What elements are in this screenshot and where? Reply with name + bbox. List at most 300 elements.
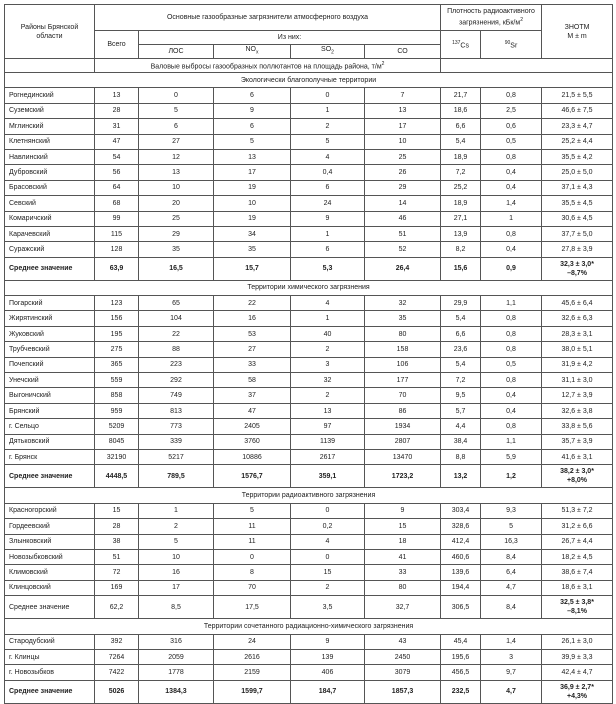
cell-co: 15 — [365, 519, 441, 534]
cell-so2: 0 — [291, 549, 365, 564]
cell-cs: 456,5 — [441, 665, 481, 680]
table-row — [5, 88, 613, 103]
cell-los: 6 — [139, 119, 214, 134]
cell-region: Гордеевский — [5, 519, 95, 534]
cell-los: 17 — [139, 580, 214, 595]
header-density: Плотность радиоактивного загрязнения, кБк/$м^2$ — [441, 5, 542, 31]
cell-nox: 37 — [214, 388, 291, 403]
cell-co: 106 — [365, 357, 441, 372]
cell-sr: 0,8 — [481, 311, 542, 326]
cell-total: 28 — [95, 103, 139, 118]
cell-znotm: 21,5 ± 5,5 — [542, 88, 613, 103]
table-row — [5, 165, 613, 180]
cell-znotm: 18,6 ± 3,1 — [542, 580, 613, 595]
table-row — [5, 180, 613, 195]
cell-cs: 4,4 — [441, 419, 481, 434]
cell-los: 749 — [139, 388, 214, 403]
cell-nox: 33 — [214, 357, 291, 372]
average-so2: 184,7 — [291, 680, 365, 703]
header-pollutants: Основные газообразные загрязнители атмосферного воздуха — [95, 5, 441, 31]
cell-sr: 0,4 — [481, 388, 542, 403]
section-title: Территории химического загрязнения — [5, 280, 613, 295]
cell-sr: 0,5 — [481, 134, 542, 149]
cell-nox: 58 — [214, 373, 291, 388]
cell-znotm: 32,6 ± 6,3 — [542, 311, 613, 326]
cell-so2: 97 — [291, 419, 365, 434]
cell-los: 20 — [139, 196, 214, 211]
cell-los: 12 — [139, 149, 214, 164]
cell-co: 14 — [365, 196, 441, 211]
cell-znotm: 27,8 ± 3,9 — [542, 242, 613, 257]
cell-region: Рогнединский — [5, 88, 95, 103]
cell-sr: 1,1 — [481, 296, 542, 311]
cell-so2: 4 — [291, 534, 365, 549]
cell-cs: 6,6 — [441, 326, 481, 341]
cell-znotm: 45,6 ± 6,4 — [542, 296, 613, 311]
cell-total: 275 — [95, 342, 139, 357]
cell-co: 33 — [365, 565, 441, 580]
cell-total: 54 — [95, 149, 139, 164]
cell-total: 68 — [95, 196, 139, 211]
cell-nox: 10886 — [214, 449, 291, 464]
cell-sr: 0,5 — [481, 357, 542, 372]
table-row — [5, 342, 613, 357]
cell-region: Дубровский — [5, 165, 95, 180]
cell-nox: 2616 — [214, 649, 291, 664]
cell-znotm: 32,6 ± 3,8 — [542, 403, 613, 418]
average-znotm-percent: +8,0% — [566, 477, 588, 485]
cell-los: 5 — [139, 534, 214, 549]
average-cs: 15,6 — [441, 257, 481, 280]
cell-znotm: 33,8 ± 5,6 — [542, 419, 613, 434]
average-so2: 5,3 — [291, 257, 365, 280]
cell-region: Выгоничский — [5, 388, 95, 403]
cell-so2: 6 — [291, 180, 365, 195]
cell-cs: 23,6 — [441, 342, 481, 357]
cell-so2: 0 — [291, 88, 365, 103]
section-title: Экологически благополучные территории — [5, 73, 613, 88]
cell-los: 0 — [139, 88, 214, 103]
table-row — [5, 419, 613, 434]
average-sr: 0,9 — [481, 257, 542, 280]
cell-los: 10 — [139, 549, 214, 564]
cell-los: 292 — [139, 373, 214, 388]
cell-cs: 194,4 — [441, 580, 481, 595]
cell-znotm: 39,9 ± 3,3 — [542, 649, 613, 664]
cell-znotm: 35,7 ± 3,9 — [542, 434, 613, 449]
cell-sr: 9,3 — [481, 503, 542, 518]
cell-znotm: 46,6 ± 7,5 — [542, 103, 613, 118]
cell-sr: 0,4 — [481, 242, 542, 257]
cell-nox: 9 — [214, 103, 291, 118]
cell-los: 22 — [139, 326, 214, 341]
cell-so2: 6 — [291, 242, 365, 257]
average-row — [5, 596, 613, 619]
cell-co: 43 — [365, 634, 441, 649]
cell-los: 35 — [139, 242, 214, 257]
cell-sr: 8,4 — [481, 549, 542, 564]
cell-so2: 0,4 — [291, 165, 365, 180]
section-title: Территории радиоактивного загрязнения — [5, 488, 613, 503]
cell-cs: 8,8 — [441, 449, 481, 464]
table-row — [5, 549, 613, 564]
cell-so2: 13 — [291, 403, 365, 418]
table-row — [5, 226, 613, 241]
cell-total: 51 — [95, 549, 139, 564]
average-nox: 17,5 — [214, 596, 291, 619]
cell-so2: 4 — [291, 149, 365, 164]
cell-so2: 0,2 — [291, 519, 365, 534]
cell-total: 56 — [95, 165, 139, 180]
cell-nox: 13 — [214, 149, 291, 164]
cell-region: г. Новозыбков — [5, 665, 95, 680]
cell-znotm: 30,6 ± 4,5 — [542, 211, 613, 226]
cell-total: 123 — [95, 296, 139, 311]
section-header-row — [5, 488, 613, 503]
cell-nox: 11 — [214, 519, 291, 534]
cell-so2: 9 — [291, 634, 365, 649]
cell-nox: 10 — [214, 196, 291, 211]
cell-region: г. Клинцы — [5, 649, 95, 664]
cell-znotm: 12,7 ± 3,9 — [542, 388, 613, 403]
cell-nox: 34 — [214, 226, 291, 241]
cell-co: 80 — [365, 580, 441, 595]
average-row — [5, 465, 613, 488]
average-znotm-percent: –8,7% — [567, 269, 587, 277]
cell-sr: 0,8 — [481, 326, 542, 341]
cell-los: 2 — [139, 519, 214, 534]
header-of-which: Из них: — [139, 31, 441, 45]
cell-sr: 0,6 — [481, 119, 542, 134]
average-znotm-value: 38,2 ± 3,0* — [560, 468, 594, 476]
cell-los: 27 — [139, 134, 214, 149]
cell-co: 3079 — [365, 665, 441, 680]
table-row — [5, 388, 613, 403]
average-co: 1857,3 — [365, 680, 441, 703]
cell-total: 156 — [95, 311, 139, 326]
cell-znotm: 31,1 ± 3,0 — [542, 373, 613, 388]
cell-cs: 21,7 — [441, 88, 481, 103]
average-so2: 359,1 — [291, 465, 365, 488]
cell-los: 25 — [139, 211, 214, 226]
header-los: ЛОС — [139, 45, 214, 59]
cell-so2: 5 — [291, 134, 365, 149]
cell-total: 365 — [95, 357, 139, 372]
cell-los: 2059 — [139, 649, 214, 664]
cell-nox: 11 — [214, 534, 291, 549]
cell-so2: 4 — [291, 296, 365, 311]
average-nox: 15,7 — [214, 257, 291, 280]
cell-nox: 22 — [214, 296, 291, 311]
cell-sr: 1 — [481, 211, 542, 226]
cell-total: 13 — [95, 88, 139, 103]
table-row — [5, 311, 613, 326]
cell-znotm: 38,0 ± 5,1 — [542, 342, 613, 357]
average-znotm-percent: –8,1% — [567, 608, 587, 616]
cell-nox: 24 — [214, 634, 291, 649]
cell-total: 5209 — [95, 419, 139, 434]
average-znotm — [542, 465, 613, 488]
cell-nox: 6 — [214, 88, 291, 103]
cell-region: Злынковский — [5, 534, 95, 549]
cell-total: 47 — [95, 134, 139, 149]
cell-co: 10 — [365, 134, 441, 149]
average-znotm-value: 32,3 ± 3,0* — [560, 260, 594, 268]
cell-nox: 17 — [214, 165, 291, 180]
cell-znotm: 31,9 ± 4,2 — [542, 357, 613, 372]
average-label: Среднее значение — [5, 680, 95, 703]
cell-co: 41 — [365, 549, 441, 564]
cell-sr: 0,8 — [481, 419, 542, 434]
section-title: Территории сочетанного радиационно-химического загрязнения — [5, 619, 613, 634]
cell-sr: 3 — [481, 649, 542, 664]
cell-sr: 0,4 — [481, 165, 542, 180]
cell-znotm: 28,3 ± 3,1 — [542, 326, 613, 341]
cell-los: 13 — [139, 165, 214, 180]
cell-sr: 0,8 — [481, 88, 542, 103]
cell-sr: 0,8 — [481, 373, 542, 388]
average-total: 62,2 — [95, 596, 139, 619]
cell-znotm: 37,1 ± 4,3 — [542, 180, 613, 195]
cell-nox: 2159 — [214, 665, 291, 680]
table-row — [5, 503, 613, 518]
average-znotm — [542, 257, 613, 280]
table-row — [5, 296, 613, 311]
cell-cs: 5,4 — [441, 311, 481, 326]
cell-co: 13 — [365, 103, 441, 118]
cell-region: Погарский — [5, 296, 95, 311]
cell-co: 46 — [365, 211, 441, 226]
header-znotm: ЗНОТМ M ± m — [542, 5, 613, 59]
cell-region: Унечский — [5, 373, 95, 388]
cell-co: 17 — [365, 119, 441, 134]
cell-co: 1934 — [365, 419, 441, 434]
average-label: Среднее значение — [5, 257, 95, 280]
table-row — [5, 211, 613, 226]
cell-cs: 8,2 — [441, 242, 481, 257]
cell-nox: 27 — [214, 342, 291, 357]
cell-co: 29 — [365, 180, 441, 195]
cell-los: 316 — [139, 634, 214, 649]
cell-los: 1778 — [139, 665, 214, 680]
cell-cs: 412,4 — [441, 534, 481, 549]
cell-total: 28 — [95, 519, 139, 534]
cell-region: Мглинский — [5, 119, 95, 134]
average-znotm — [542, 596, 613, 619]
cell-znotm: 37,7 ± 5,0 — [542, 226, 613, 241]
cell-sr: 4,7 — [481, 580, 542, 595]
cell-cs: 5,4 — [441, 134, 481, 149]
section-header-row — [5, 619, 613, 634]
cell-sr: 5 — [481, 519, 542, 534]
cell-so2: 1139 — [291, 434, 365, 449]
cell-co: 7 — [365, 88, 441, 103]
cell-so2: 24 — [291, 196, 365, 211]
pollution-table — [4, 4, 613, 704]
cell-co: 13470 — [365, 449, 441, 464]
header-region: Районы Брянской области — [5, 5, 95, 59]
average-znotm-percent: +4,3% — [566, 692, 588, 700]
cell-los: 16 — [139, 565, 214, 580]
cell-total: 72 — [95, 565, 139, 580]
cell-total: 31 — [95, 119, 139, 134]
cell-co: 51 — [365, 226, 441, 241]
table-row — [5, 649, 613, 664]
average-sr: 8,4 — [481, 596, 542, 619]
average-los: 1384,3 — [139, 680, 214, 703]
cell-region: Красногорский — [5, 503, 95, 518]
cell-cs: 303,4 — [441, 503, 481, 518]
cell-sr: 2,5 — [481, 103, 542, 118]
table-row — [5, 326, 613, 341]
cell-so2: 1 — [291, 226, 365, 241]
cell-znotm: 51,3 ± 7,2 — [542, 503, 613, 518]
cell-sr: 0,4 — [481, 180, 542, 195]
average-label: Среднее значение — [5, 596, 95, 619]
cell-region: Брасовский — [5, 180, 95, 195]
cell-nox: 70 — [214, 580, 291, 595]
header-cs: $^{137}$Cs — [441, 31, 481, 59]
cell-los: 773 — [139, 419, 214, 434]
cell-cs: 13,9 — [441, 226, 481, 241]
cell-total: 392 — [95, 634, 139, 649]
cell-region: Навлинский — [5, 149, 95, 164]
cell-znotm: 31,2 ± 6,6 — [542, 519, 613, 534]
cell-co: 80 — [365, 326, 441, 341]
cell-los: 5217 — [139, 449, 214, 464]
cell-region: Дятьковский — [5, 434, 95, 449]
cell-nox: 5 — [214, 503, 291, 518]
cell-region: Клетнянский — [5, 134, 95, 149]
cell-nox: 16 — [214, 311, 291, 326]
cell-sr: 6,4 — [481, 565, 542, 580]
cell-znotm: 25,2 ± 4,4 — [542, 134, 613, 149]
cell-region: Суземский — [5, 103, 95, 118]
average-label: Среднее значение — [5, 465, 95, 488]
table-row — [5, 134, 613, 149]
cell-so2: 2 — [291, 119, 365, 134]
table-row — [5, 519, 613, 534]
cell-sr: 0,8 — [481, 342, 542, 357]
cell-total: 959 — [95, 403, 139, 418]
cell-so2: 3 — [291, 357, 365, 372]
cell-znotm: 35,5 ± 4,2 — [542, 149, 613, 164]
average-cs: 232,5 — [441, 680, 481, 703]
cell-total: 128 — [95, 242, 139, 257]
cell-los: 10 — [139, 180, 214, 195]
cell-cs: 5,7 — [441, 403, 481, 418]
average-nox: 1599,7 — [214, 680, 291, 703]
cell-total: 32190 — [95, 449, 139, 464]
cell-los: 29 — [139, 226, 214, 241]
cell-znotm: 23,3 ± 4,7 — [542, 119, 613, 134]
cell-nox: 2405 — [214, 419, 291, 434]
section-header-row — [5, 73, 613, 88]
cell-sr: 0,4 — [481, 403, 542, 418]
cell-znotm: 42,4 ± 4,7 — [542, 665, 613, 680]
cell-so2: 2617 — [291, 449, 365, 464]
cell-total: 7264 — [95, 649, 139, 664]
cell-so2: 2 — [291, 388, 365, 403]
cell-nox: 6 — [214, 119, 291, 134]
cell-cs: 6,6 — [441, 119, 481, 134]
cell-sr: 1,4 — [481, 196, 542, 211]
header-so2: $SO_2$ — [291, 45, 365, 59]
table-row — [5, 149, 613, 164]
cell-cs: 29,9 — [441, 296, 481, 311]
table-row — [5, 665, 613, 680]
cell-sr: 0,8 — [481, 226, 542, 241]
cell-region: Почепский — [5, 357, 95, 372]
cell-cs: 45,4 — [441, 634, 481, 649]
cell-total: 858 — [95, 388, 139, 403]
cell-cs: 7,2 — [441, 373, 481, 388]
cell-so2: 1 — [291, 311, 365, 326]
cell-los: 88 — [139, 342, 214, 357]
table-row — [5, 434, 613, 449]
cell-cs: 139,6 — [441, 565, 481, 580]
cell-so2: 15 — [291, 565, 365, 580]
average-znotm-value: 32,5 ± 3,8* — [560, 599, 594, 607]
cell-region: Карачевский — [5, 226, 95, 241]
cell-region: Жирятинский — [5, 311, 95, 326]
average-co: 26,4 — [365, 257, 441, 280]
cell-sr: 1,1 — [481, 434, 542, 449]
cell-co: 2807 — [365, 434, 441, 449]
header-total: Всего — [95, 31, 139, 59]
cell-region: Севский — [5, 196, 95, 211]
average-so2: 3,5 — [291, 596, 365, 619]
cell-znotm: 26,1 ± 3,0 — [542, 634, 613, 649]
cell-los: 223 — [139, 357, 214, 372]
cell-sr: 5,9 — [481, 449, 542, 464]
cell-nox: 0 — [214, 549, 291, 564]
cell-cs: 18,9 — [441, 149, 481, 164]
cell-region: г. Сельцо — [5, 419, 95, 434]
cell-region: Суражский — [5, 242, 95, 257]
cell-so2: 9 — [291, 211, 365, 226]
cell-cs: 328,6 — [441, 519, 481, 534]
cell-region: Комаричский — [5, 211, 95, 226]
average-los: 16,5 — [139, 257, 214, 280]
cell-los: 65 — [139, 296, 214, 311]
cell-co: 86 — [365, 403, 441, 418]
header-co: СО — [365, 45, 441, 59]
table-row — [5, 534, 613, 549]
cell-co: 18 — [365, 534, 441, 549]
cell-cs: 25,2 — [441, 180, 481, 195]
average-los: 789,5 — [139, 465, 214, 488]
cell-nox: 47 — [214, 403, 291, 418]
cell-nox: 53 — [214, 326, 291, 341]
cell-los: 104 — [139, 311, 214, 326]
table-row — [5, 580, 613, 595]
cell-los: 813 — [139, 403, 214, 418]
cell-co: 25 — [365, 149, 441, 164]
cell-nox: 8 — [214, 565, 291, 580]
cell-so2: 32 — [291, 373, 365, 388]
average-co: 32,7 — [365, 596, 441, 619]
cell-region: Климовский — [5, 565, 95, 580]
header-nox: $NO_x$ — [214, 45, 291, 59]
cell-total: 115 — [95, 226, 139, 241]
average-total: 5026 — [95, 680, 139, 703]
cell-los: 5 — [139, 103, 214, 118]
table-row — [5, 449, 613, 464]
cell-region: Жуковский — [5, 326, 95, 341]
average-sr: 4,7 — [481, 680, 542, 703]
cell-so2: 1 — [291, 103, 365, 118]
